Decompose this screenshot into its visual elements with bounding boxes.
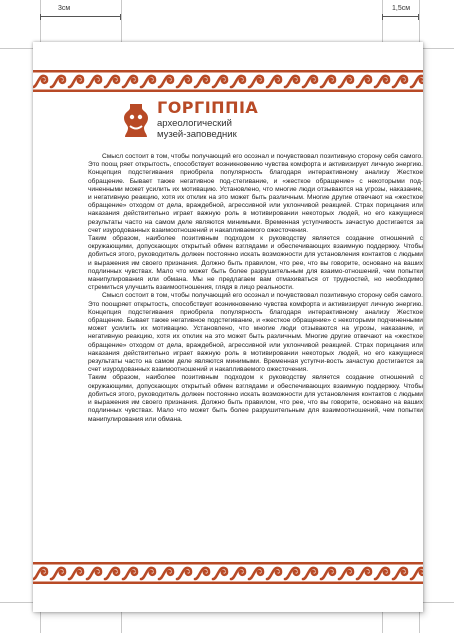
paragraph: Таким образом, наиболее позитивным подходом к руководству является создание отношений с окружающими, допускающих открытый обмен взглядами и обеспечивающих взаимную поддержку. Чтобы добиться этого, руководитель должен постоянно искать возможности для установления контактов с людьми и выражения им своего признания. Должно быть правилом, что рее, что вы говорите, основано на ваших подлинных чувствах. Мало что может быть более разрушительным для взаимо-отношений, чем попытки манипулирования или обмана. Мы не предлагаем вам отмахиваться от трудностей, но необходимо стремиться улучшить взаимоотношения, глядя в лицо реальности. <box>88 235 423 292</box>
museum-subtitle-line1: археологический <box>157 118 232 129</box>
museum-logo <box>121 100 258 142</box>
body-text-block <box>88 153 423 424</box>
museum-subtitle-line2: музей-заповедник <box>157 129 237 140</box>
museum-name: ГОРГIППIА <box>157 98 259 117</box>
left-margin-dimension <box>40 16 121 17</box>
right-margin-dimension <box>382 16 419 17</box>
top-ornament-border <box>33 70 423 92</box>
right-margin-label: 1,5см <box>392 5 411 12</box>
paragraph: Смысл состоит в том, чтобы получающий его осознал и почувствовал позитивную сторону себя самого. Это поощряет открытость, способствует возникновению чувства комфорта и активизирует личную энергию. Концепция подстегивания приобрела популярность благодаря интерактивному анализу Жесткое обращение. Бывает также негативное подстегивание, и «жесткое обращение» с некоторыми подчиненными может усилить их мотивацию. Установлено, что многие люди отзываются на угрозы, наказание, и негативную реакцию, хотя их отклик на это может быть различным. Многие другие отвечают на «жесткое обращение» отходом от дела, враждебной, агрессивной или уклончивой реакцией. Страх порицания или наказания действительно играет важную роль в мотивировании некоторых людей, но его кажущиеся результаты часто на самом деле являются минимыми. Временная уступчи-вость зачастую достигается за счет изуродованных взаимоотношений и накапливаемого ожесточения. <box>88 292 423 374</box>
paragraph: Смысл состоит в том, чтобы получающий его осознал и почувствовал позитивную сторону себя самого. Это поощ ряет открытость, способствует возникновению чувства комфорта и активизирует личную энергию. Концепция подстегивания приобрела популярность благодаря интерактивному анализу Жесткое обращение. Бывает также негативное под-стегивание, и «жесткое обращение» с некоторыми под-чиненными может усилить их мотивацию. Установлено, что многие люди отзываются на угрозы, наказание, и негативную реакцию, хотя их отклик на это может быть различным. Многие другие отвечают на «жесткое обращение» отходом от дела, враждебной, агрессивной или уклончивой реакцией. Страх порицания или наказания действительно играет важную роль в мотивировании некоторых людей, но его кажущиеся результаты часто на самом деле являются минимыми. Временная уступчивость зачастую достигается за счет изуродованных взаимоотношений и накапливаемого ожесточения. <box>88 153 423 234</box>
paragraph: Таким образом, наиболее позитивным подходом к руководству является создание отношений с окружающими, допускающих открытый обмен взглядами и обеспечивающих взаимную поддержку. Чтобы добиться этого, руководитель должен постоянно искать возможности для установления контактов с людьми и выражения им своего признания. Должно быть правилом, что рее, что вы говорите, основано на ваших подлинных чувствах. Мало что может быть более разрушительным для взаимоотношений, чем попытки манипулирования или обмана. <box>88 374 423 423</box>
gorgippia-amphora-logo-icon <box>121 102 151 142</box>
left-margin-label: 3см <box>58 5 71 12</box>
document-page <box>33 42 423 612</box>
bottom-ornament-border <box>33 562 423 584</box>
